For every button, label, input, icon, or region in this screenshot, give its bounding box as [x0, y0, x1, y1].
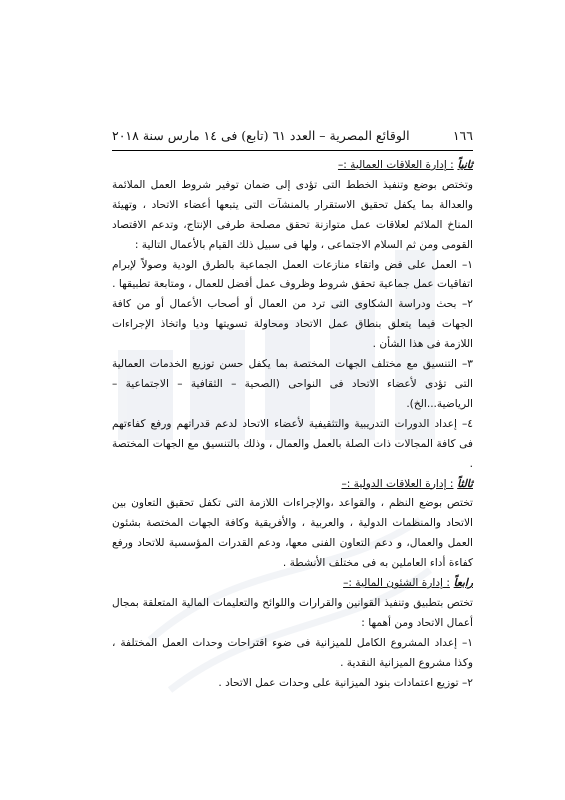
section-heading-labor-relations	[112, 156, 473, 176]
header-rule	[112, 150, 473, 151]
section-number: ثالثاً	[457, 477, 473, 490]
section-title: : إدارة العلاقات الدولية :–	[341, 477, 454, 490]
list-item: ١– إعداد المشروع الكامل للميزانية فى ضوء اقتراحات وحدات العمل المختلفة ، وكذا مشروع الميزانية النقدية .	[112, 636, 473, 669]
list-item: ٤– إعداد الدورات التدريبية والتثقيفية لأعضاء الاتحاد لدعم قدراتهم ورفع كفاءتهم فى كافة المجالات ذات الصلة بالعمل والعمال ، وذلك بالتنسيق مع الجهات المختصة .	[112, 417, 473, 470]
section-heading-international-relations	[112, 475, 473, 495]
list-item: ١– العمل على فض واتقاء منازعات العمل الجماعية بالطرق الودية وصولاً لإبرام اتفاقيات عمل جماعية تحقق شروط وظروف عمل أفضل للعمال ، ومتابعة تطبيقها .	[112, 258, 473, 291]
section-paragraph: وتختص بوضع وتنفيذ الخطط التى تؤدى إلى ضمان توفير شروط العمل الملائمة والعدالة بما يكفل تحقيق الاستقرار بالمنشآت التى يتبعها أعضاء الاتحاد ، وتهيئة المناخ الملائم لعلاقات عمل متوازنة تحقق مصلحة طرفى الإنتاج، وتدعم الاقتصاد القومى ومن ثم السلام الاجتماعى ، ولها فى سبيل ذلك القيام بالأعمال التالية :	[112, 178, 473, 251]
gazette-title: الوقائع المصرية – العدد ٦١ (تابع) فى ١٤ مارس سنة ٢٠١٨	[112, 127, 410, 143]
page-number: ١٦٦	[452, 127, 473, 143]
page-header	[112, 124, 473, 146]
section-title: : إدارة العلاقات العمالية :–	[337, 159, 454, 171]
section-paragraph: تختص بتطبيق وتنفيذ القوانين والقرارات واللوائح والتعليمات المالية المتعلقة بمجال أعمال الاتحاد ومن أهمها :	[112, 596, 473, 629]
page-body	[112, 156, 473, 693]
section-title: : إدارة الشئون المالية :–	[343, 577, 450, 590]
section-number: رابعاً	[453, 577, 473, 590]
section-paragraph: تختص بوضع النظم ، والقواعد ،والإجراءات اللازمة التى تكفل تحقيق التعاون بين الاتحاد والمنظمات الدولية ، والعربية ، والأفريقية وكافة الجهات المختصة بشئون العمل والعمال، و دعم التعاون الفنى معها، ودعم القدرات المؤسسية للاتحاد ورفع كفاءة أداء العاملين به فى مختلف الأنشطة .	[112, 497, 473, 570]
section-number: ثانياً	[457, 159, 473, 171]
list-item: ٣– التنسيق مع مختلف الجهات المختصة بما يكفل حسن توزيع الخدمات العمالية التى تؤدى لأعضاء الاتحاد فى النواحى (الصحية – الثقافية – الاجتماعية – الرياضية...الخ).	[112, 358, 473, 410]
list-item: ٢– بحث ودراسة الشكاوى التى ترد من العمال أو أصحاب الأعمال أو من كافة الجهات فيما يتعلق بنطاق عمل الاتحاد ومحاولة تسويتها وديا واتخاذ الإجراءات اللازمة فى هذا الشأن .	[112, 298, 473, 351]
list-item: ٢– توزيع اعتمادات بنود الميزانية على وحدات عمل الاتحاد .	[218, 676, 473, 689]
section-heading-financial-affairs	[112, 574, 473, 594]
